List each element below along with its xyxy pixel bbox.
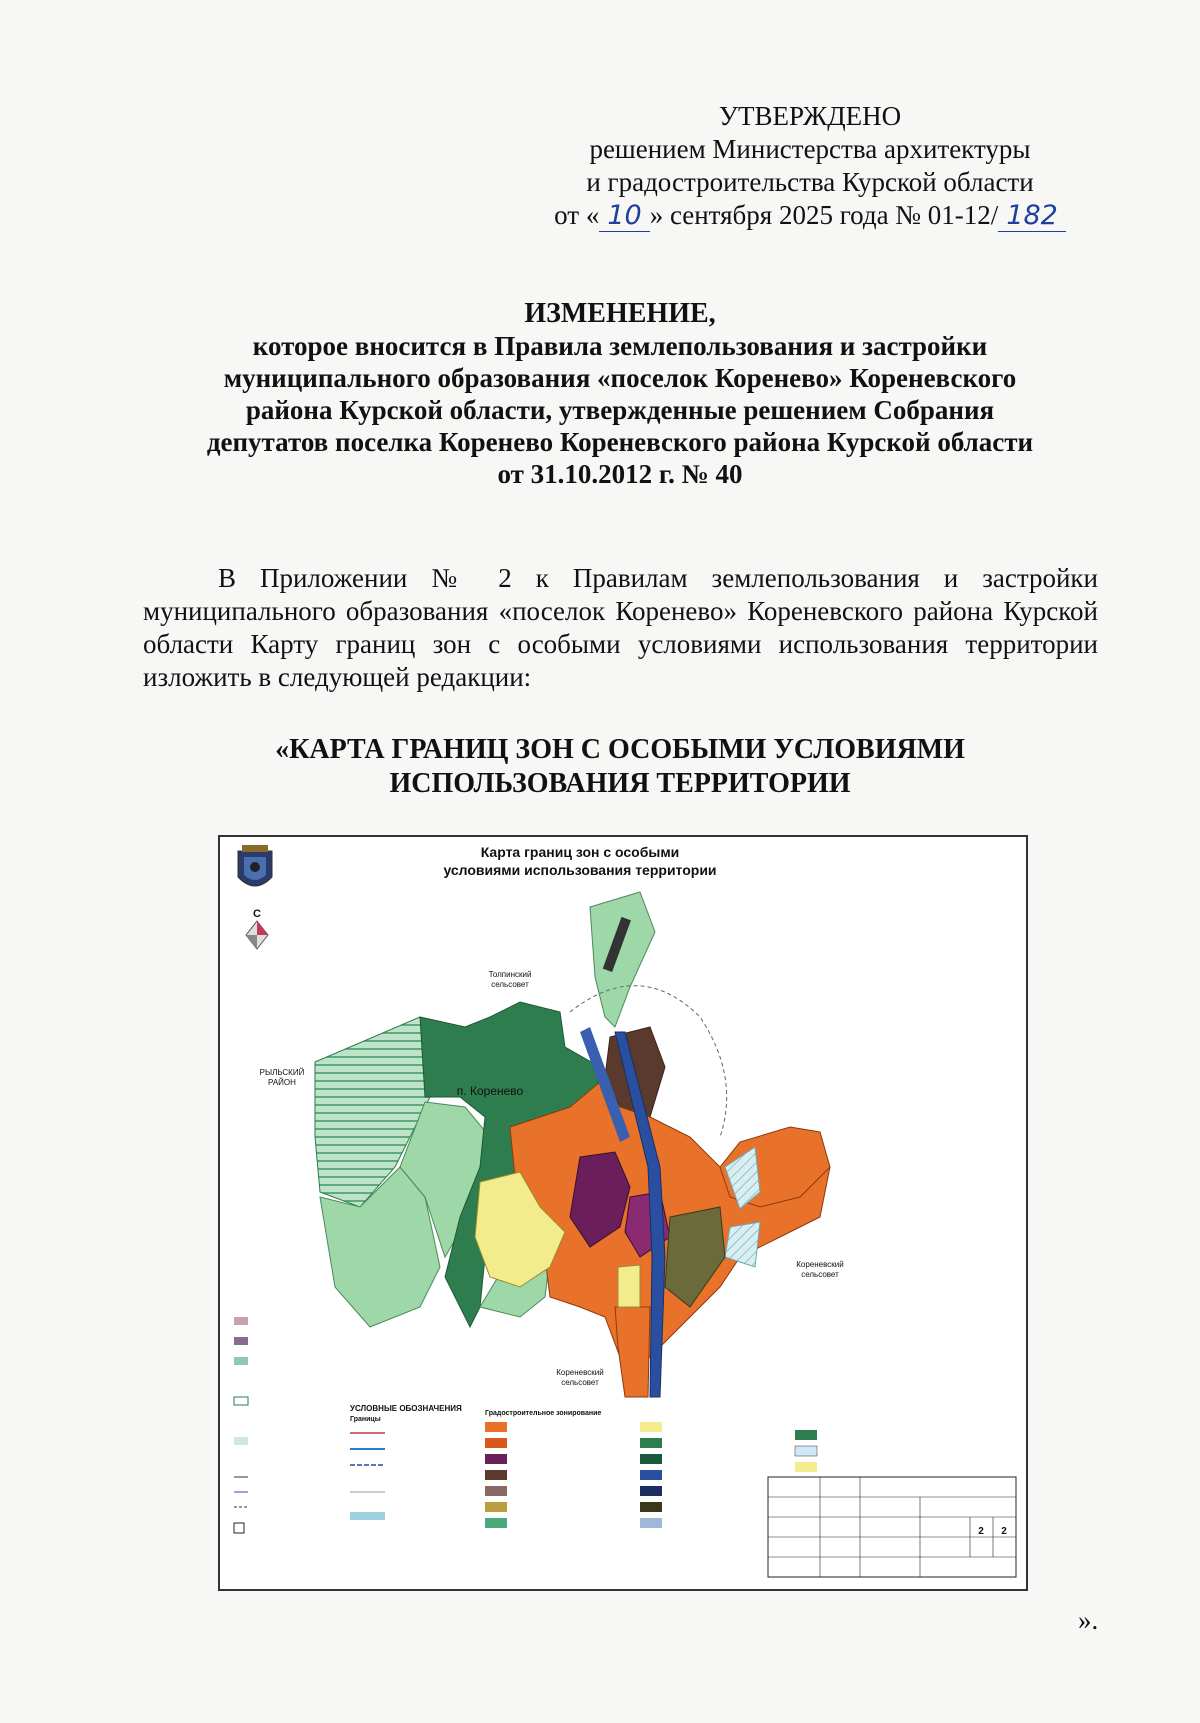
legend-zoning-title: Градостроительное зонирование	[485, 1410, 602, 1417]
approval-block	[520, 100, 1100, 232]
neighbor-right-line1: Кореневский	[796, 1260, 844, 1269]
legend-borders-title: Границы	[350, 1416, 381, 1423]
stamp-sheets: 2	[1001, 1526, 1007, 1537]
heading-line: муниципального образования «поселок Коренево» Кореневского	[223, 363, 1017, 393]
svg-text:С: С	[253, 908, 261, 920]
neighbor-left-line1: РЫЛЬСКИЙ	[259, 1068, 305, 1077]
legend-title: УСЛОВНЫЕ ОБОЗНАЧЕНИЯ	[350, 1404, 462, 1413]
heading-line: района Курской области, утвержденные решением Собрания	[245, 395, 995, 425]
stamp-sheet: 2	[978, 1526, 984, 1537]
map-title-line1: Карта границ зон с особыми	[480, 844, 680, 860]
heading-line: депутатов поселка Коренево Кореневского района Курской области	[206, 427, 1034, 457]
map-svg	[220, 837, 1026, 1589]
document-heading	[110, 298, 1130, 490]
coat-of-arms-icon	[238, 845, 272, 886]
handwritten-number: 182	[998, 200, 1066, 232]
neighbor-top-line1: Толпинский	[488, 970, 532, 979]
map-section-title: «КАРТА ГРАНИЦ ЗОН С ОСОБЫМИ УСЛОВИЯМИ ИСПОЛЬЗОВАНИЯ ТЕРРИТОРИИ	[275, 734, 965, 799]
approval-date-line: от « 10 » сентября 2025 года № 01-12/ 182	[520, 199, 1100, 232]
legend-overlay-block	[228, 1257, 316, 1537]
zone-legend	[485, 1422, 817, 1528]
title-block-stamp	[768, 1477, 1016, 1577]
zoning-map	[218, 835, 1028, 1591]
map-title-line2: условиями использования территории	[443, 862, 717, 878]
approval-title: УТВЕРЖДЕНО	[718, 101, 902, 131]
neighbor-right-line2: сельсовет	[801, 1270, 839, 1279]
handwritten-day: 10	[599, 200, 649, 232]
neighbor-bottom-line2: сельсовет	[561, 1378, 599, 1387]
settlement-label: п. Коренево	[456, 1084, 524, 1098]
approval-line: решением Министерства архитектуры	[589, 134, 1031, 164]
heading-line: которое вносится в Правила землепользования и застройки	[252, 331, 988, 361]
neighbor-bottom-line1: Кореневский	[556, 1368, 604, 1377]
body-paragraph: В Приложении № 2 к Правилам землепользования и застройки муниципального образования «поселок Коренево» Кореневского района Курской области Карту границ зон с особыми условиями использования территории изложить в следующей редакции:	[143, 563, 1098, 692]
closing-quote: ».	[1078, 1605, 1099, 1635]
neighbor-left-line2: РАЙОН	[268, 1078, 296, 1087]
neighbor-top-line2: сельсовет	[491, 980, 529, 989]
approval-line: и градостроительства Курской области	[586, 167, 1034, 197]
heading-line: от 31.10.2012 г. № 40	[497, 459, 743, 489]
heading-title: ИЗМЕНЕНИЕ,	[524, 298, 716, 329]
north-arrow-icon	[246, 908, 268, 949]
